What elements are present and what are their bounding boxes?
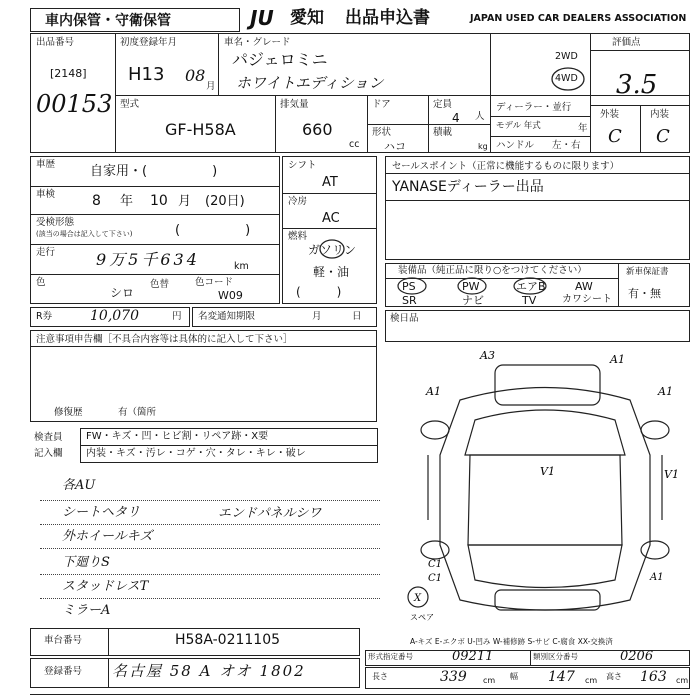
- damage-legend: A-キズ E-エクボ U-凹み W-補修跡 S-サビ C-腐食 XX-交換済: [410, 637, 613, 646]
- spare-label: スペア: [410, 613, 434, 622]
- shift-label: シフト: [288, 160, 317, 171]
- width-label: 幅: [510, 672, 518, 681]
- recycle-value: 10,070: [90, 308, 139, 324]
- interior-label: 内装: [650, 109, 670, 120]
- chassis-value: H58A-0211105: [175, 632, 281, 648]
- inspector-field-box: [385, 310, 690, 342]
- color-label: 色: [36, 277, 46, 288]
- hand-note-2: シートヘタリ: [62, 505, 141, 520]
- color-code: W09: [218, 289, 243, 302]
- type-cert-value: 09211: [452, 649, 494, 664]
- equipment-label: 装備品（純正品に限り○をつけてください）: [398, 265, 587, 276]
- repair-value: 有（箇所: [118, 407, 157, 418]
- history-label: 車歴: [36, 159, 56, 170]
- sales-point-label: セールスポイント（正常に機能するものに限ります）: [392, 161, 620, 172]
- shift-value: AT: [322, 175, 338, 190]
- ac-label: 冷房: [288, 196, 308, 207]
- load-unit: kg: [478, 142, 488, 151]
- car-model: パジェロミニ: [232, 50, 328, 69]
- hand-note-1: 各AU: [62, 478, 96, 493]
- model-year-label: モデル 年式: [496, 121, 541, 131]
- car-grade: ホワイトエディション: [236, 74, 384, 92]
- equip-navi: ナビ: [462, 294, 484, 307]
- lot-label: 出品番号: [36, 37, 75, 48]
- mileage-value: 9万5千634: [96, 250, 200, 269]
- cat-value: 0206: [620, 649, 654, 664]
- car-name-label: 車名・グレード: [224, 37, 291, 48]
- type-cert-label: 形式指定番号: [368, 652, 413, 661]
- equip-aw: AW: [575, 280, 593, 293]
- doors-label: ドア: [372, 99, 391, 110]
- inspection-month: 10: [150, 193, 168, 209]
- year-unit: 年: [578, 123, 588, 134]
- name-change-month: 月: [312, 311, 322, 322]
- shape-value: ハコ: [384, 140, 406, 153]
- rating-score: 3.5: [616, 70, 658, 100]
- mileage-label: 走行: [36, 247, 56, 258]
- exterior-grade: C: [608, 126, 622, 147]
- interior-grade: C: [656, 126, 670, 147]
- length-label: 長さ: [372, 672, 388, 681]
- diagram-mark-v1-right: V1: [664, 468, 679, 481]
- diagram-mark-c1-b: C1: [428, 573, 443, 584]
- form-acceptance-label: 受検形態: [36, 217, 75, 228]
- width-value: 147: [548, 669, 575, 685]
- inspection-year: 8: [92, 193, 101, 209]
- shape-label: 形状: [372, 127, 392, 138]
- model-code-label: 型式: [120, 99, 140, 110]
- color-change-label: 色替: [150, 279, 170, 290]
- displacement: 660: [302, 120, 333, 139]
- inspection-year-unit: 年: [120, 194, 134, 209]
- diagram-mark-a1-rear: A1: [650, 572, 664, 583]
- hand-note-6: ミラーA: [62, 603, 111, 618]
- diagram-mark-a1-top: A1: [610, 353, 625, 366]
- top-grid: [30, 33, 690, 153]
- diagram-mark-c1-a: C1: [428, 559, 443, 570]
- fuel-label: 燃料: [288, 231, 308, 242]
- lot-sub: [2148]: [50, 67, 87, 80]
- storage-note: 車内保管・守衛保管: [45, 13, 171, 29]
- first-reg-month-unit: 月: [206, 81, 216, 92]
- diagram-mark-a3: A3: [480, 349, 495, 362]
- inspection-month-unit: 月: [178, 194, 192, 209]
- hand-note-3: 外ホイールキズ: [62, 529, 153, 544]
- handle-value: 左・右: [552, 140, 581, 151]
- warranty-label: 新車保証書: [626, 267, 669, 277]
- equip-airbag: エアB: [516, 280, 546, 293]
- checker-label-1: 検査員: [34, 432, 63, 443]
- hand-note-4: 下廻りS: [62, 555, 110, 570]
- hand-note-5: スタッドレスT: [62, 579, 149, 594]
- diagram-mark-a1-left: A1: [426, 385, 441, 398]
- recycle-unit: 円: [172, 311, 182, 322]
- storage-note-box: [30, 8, 240, 32]
- equip-tv: TV: [522, 294, 537, 307]
- displacement-label: 排気量: [280, 99, 309, 110]
- model-code: GF-H58A: [165, 120, 236, 139]
- brand-logo: JU: [250, 6, 274, 30]
- chassis-label: 車台番号: [44, 635, 83, 646]
- drive-2wd: 2WD: [555, 51, 578, 62]
- displacement-unit: cc: [349, 139, 360, 150]
- drive-4wd: 4WD: [555, 73, 578, 84]
- fuel-circle: [318, 238, 346, 260]
- repair-label: 修復歴: [54, 407, 83, 418]
- height-unit: cm: [676, 676, 689, 685]
- checker-row-1: FW・キズ・凹・ヒビ割・リペア跡・X要: [86, 431, 269, 442]
- equip-ps: PS: [402, 280, 416, 293]
- checker-label-2: 記入欄: [34, 448, 63, 459]
- name-change-label: 名変通知期限: [198, 311, 256, 322]
- equip-leather: カワシート: [562, 294, 612, 305]
- drive-4wd-circle: [550, 66, 586, 92]
- diagram-mark-a1-right: A1: [658, 385, 673, 398]
- first-reg-month: 08: [185, 66, 206, 85]
- capacity-label: 定員: [433, 99, 453, 110]
- name-change-day: 日: [352, 311, 362, 322]
- dealer-label: ディーラー・並行: [496, 102, 572, 113]
- fuel-other: ( ): [296, 285, 342, 299]
- plate-value: 名古屋 58 A オオ 1802: [112, 662, 306, 680]
- inspection-day: (20日): [205, 194, 245, 209]
- width-unit: cm: [585, 676, 598, 685]
- warranty-value: 有・無: [628, 287, 661, 300]
- height-value: 163: [640, 669, 667, 685]
- handle-label: ハンドル: [496, 140, 535, 151]
- checker-row-2: 内装・キズ・汚レ・コゲ・穴・タレ・キレ・破レ: [86, 448, 306, 459]
- form-acceptance-value: ( ): [175, 223, 251, 238]
- fuel-gas: ガソリン: [308, 243, 357, 257]
- form-title: 出品申込書: [345, 8, 430, 28]
- height-label: 高さ: [606, 672, 622, 681]
- equip-sr: SR: [402, 294, 417, 307]
- fuel-diesel: 軽・油: [313, 265, 350, 279]
- spare-mark: X: [414, 593, 422, 604]
- first-reg-era: H13: [128, 64, 165, 85]
- rating-label: 評価点: [612, 37, 641, 48]
- ac-value: AC: [322, 211, 340, 226]
- first-reg-label: 初度登録年月: [120, 37, 178, 48]
- inspection-label: 車検: [36, 189, 56, 200]
- load-label: 積載: [433, 127, 453, 138]
- notes-label: 注意事項申告欄［不具合内容等は具体的に記入して下さい］: [36, 334, 293, 345]
- recycle-label: R券: [36, 311, 53, 322]
- color-value: シロ: [110, 286, 135, 300]
- equipment-circles: [390, 276, 550, 296]
- brand-region: 愛知: [290, 8, 324, 28]
- form-acceptance-note: (該当の場合は記入して下さい): [36, 230, 133, 238]
- length-unit: cm: [483, 676, 496, 685]
- capacity: 4: [452, 111, 460, 125]
- lot-number: 00153: [36, 90, 113, 118]
- exterior-label: 外装: [600, 109, 620, 120]
- car-diagram: [400, 345, 690, 635]
- plate-label: 登録番号: [44, 666, 83, 677]
- length-value: 339: [440, 669, 467, 685]
- assoc-name: JAPAN USED CAR DEALERS ASSOCIATION: [470, 13, 687, 24]
- equip-pw: PW: [462, 280, 480, 293]
- sales-point-value: YANASEディーラー出品: [392, 179, 544, 195]
- history-value: 自家用・( ): [90, 164, 218, 179]
- color-code-label: 色コード: [195, 277, 234, 288]
- mileage-unit: km: [234, 261, 249, 272]
- cat-label: 類別区分番号: [533, 652, 578, 661]
- capacity-unit: 人: [475, 111, 485, 122]
- diagram-mark-v1-left: V1: [540, 465, 555, 478]
- inspector-field-label: 検日品: [390, 313, 419, 324]
- hand-side-note: エンドパネルシワ: [218, 506, 322, 521]
